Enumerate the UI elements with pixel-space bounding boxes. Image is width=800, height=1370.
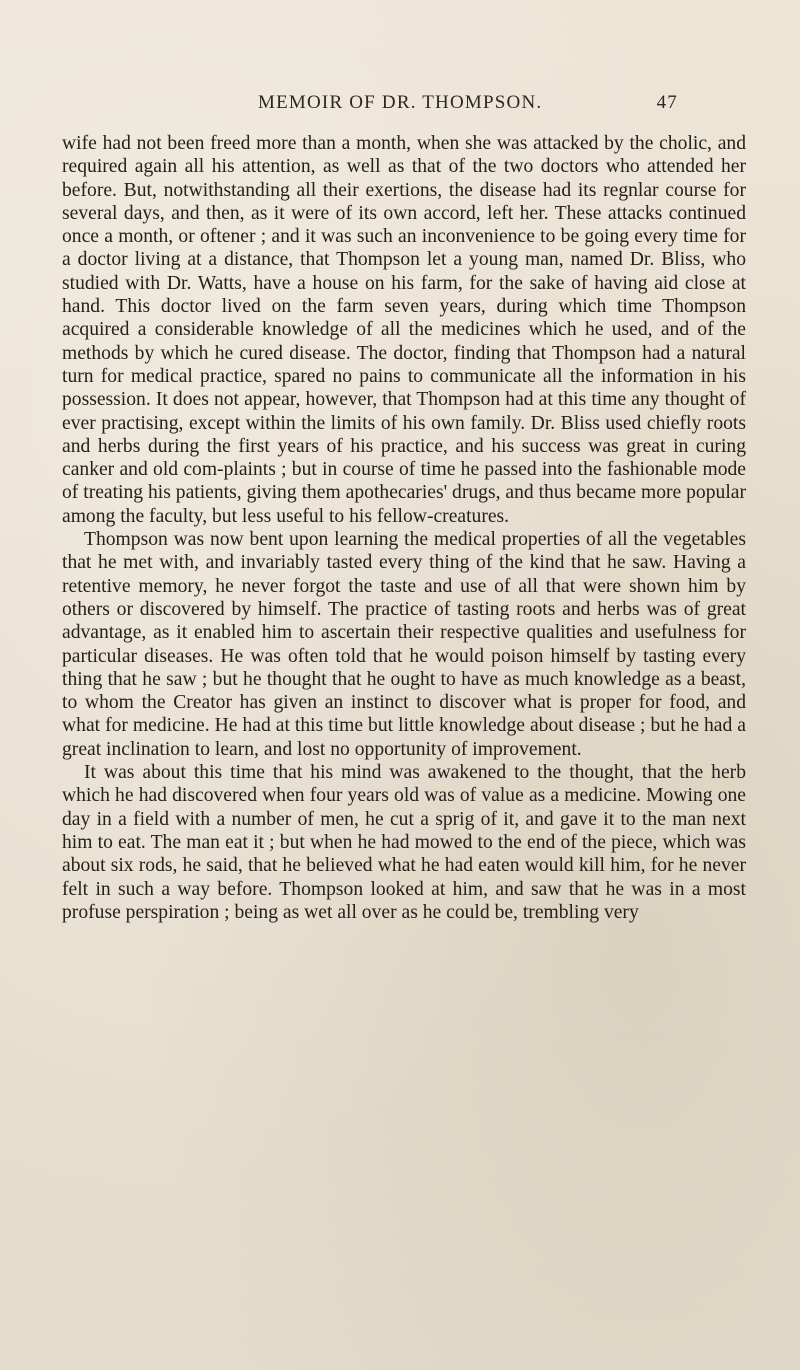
paragraph: It was about this time that his mind was awakened to the thought, that the herb which he had discovered when four years old was of value as a medicine. Mowing one day in a field with a number of men, he cut a sprig of it, and gave it to the man next him to eat. The man eat it ; but when he had mowed to the end of the piece, which was about six rods, he said, that he believed what he had eaten would kill him, for he never felt in such a way before. Thompson looked at him, and saw that he was in a most profuse perspiration ; being as wet all over as he could be, trembling very <box>62 762 746 923</box>
page-header <box>258 92 678 122</box>
running-title: MEMOIR OF DR. THOMPSON. <box>258 92 543 113</box>
body-text <box>62 132 746 924</box>
paragraph: Thompson was now bent upon learning the medical properties of all the vegetables that he met with, and invariably tasted every thing of the kind that he saw. Having a retentive memory, he never forgot the taste and use of all that were shown him by others or discovered by himself. The practice of tasting roots and herbs was of great advantage, as it enabled him to ascertain their respective qualities and usefulness for particular diseases. He was often told that he would poison himself by tasting every thing that he saw ; but he thought that he ought to have as much knowledge as a beast, to whom the Creator has given an instinct to discover what is proper for food, and what for medicine. He had at this time but little knowledge about disease ; but he had a great inclination to learn, and lost no opportunity of improvement. <box>62 529 746 760</box>
page-number: 47 <box>656 92 678 113</box>
paragraph: wife had not been freed more than a month, when she was attacked by the cholic, and required again all his attention, as well as that of the two doctors who attended her before. But, notwithstanding all their exertions, the disease had its regnlar course for several days, and then, as it were of its own accord, left her. These attacks continued once a month, or oftener ; and it was such an inconvenience to be going every time for a doctor living at a distance, that Thompson let a young man, named Dr. Bliss, who studied with Dr. Watts, have a house on his farm, for the sake of having aid close at hand. This doctor lived on the farm seven years, during which time Thompson acquired a considerable knowledge of all the medicines which he used, and of the methods by which he cured disease. The doctor, finding that Thompson had a natural turn for medical practice, spared no pains to communicate all the information in his possession. It does not appear, however, that Thompson had at this time any thought of ever practising, except within the limits of his own family. Dr. Bliss used chiefly roots and herbs during the first years of his practice, and his success was great in curing canker and old com-plaints ; but in course of time he passed into the fashionable mode of treating his patients, giving them apothecaries' drugs, and thus became more popular among the faculty, but less useful to his fellow-creatures. <box>62 133 746 527</box>
